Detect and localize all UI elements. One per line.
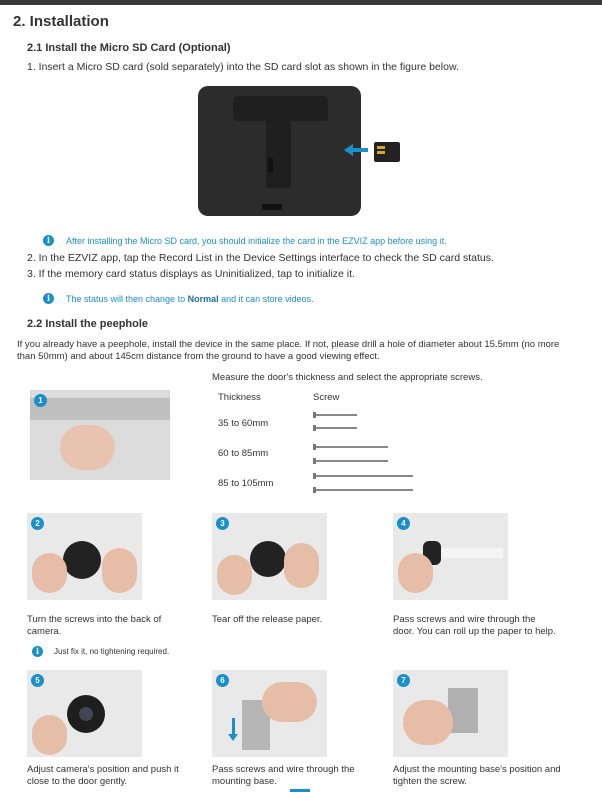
peephole-intro: If you already have a peephole, install the device in the same place. If not, please drill a hole of diameter about 15.5mm (no more than 50mm) and about 145cm distance from the ground to have a good viewing effect. — [17, 339, 560, 362]
step-3-photo — [212, 513, 327, 600]
table-row-thickness: 85 to 105mm — [218, 478, 274, 489]
table-header-screw: Screw — [313, 392, 340, 403]
step-4-photo — [393, 513, 508, 600]
info-icon: i — [43, 235, 54, 246]
step-badge: 2 — [31, 517, 44, 530]
screw-icon — [315, 414, 357, 416]
screw-icon — [315, 475, 413, 477]
sd-note-initialize: After installing the Micro SD card, you should initialize the card in the EZVIZ app before using it. — [66, 236, 447, 246]
device-back-image — [198, 86, 361, 216]
step-badge: 6 — [216, 674, 229, 687]
info-icon: i — [32, 646, 43, 657]
step-7-photo — [393, 670, 508, 757]
insert-arrow-head — [344, 144, 353, 156]
table-header-thickness: Thickness — [218, 392, 261, 403]
step-badge: 4 — [397, 517, 410, 530]
step-2-caption: Turn the screws into the back of camera. — [27, 614, 162, 637]
section-title: 2. Installation — [13, 13, 109, 30]
sd-step-3: 3. If the memory card status displays as Uninitialized, tap to initialize it. — [27, 268, 355, 280]
step-1-photo — [30, 390, 170, 480]
table-row-thickness: 60 to 85mm — [218, 448, 269, 459]
sd-note-status: The status will then change to Normal and it can store videos. — [66, 294, 314, 304]
screw-icon — [315, 446, 388, 448]
step-badge: 7 — [397, 674, 410, 687]
screw-icon — [315, 489, 413, 491]
sd-card-heading: 2.1 Install the Micro SD Card (Optional) — [27, 42, 231, 54]
step-badge: 3 — [216, 517, 229, 530]
step-5-photo — [27, 670, 142, 757]
step-badge: 5 — [31, 674, 44, 687]
table-row-thickness: 35 to 60mm — [218, 418, 269, 429]
screw-icon — [315, 427, 357, 429]
info-icon: i — [43, 293, 54, 304]
micro-sd-card — [374, 142, 400, 162]
step-2-note: Just fix it, no tightening required. — [54, 647, 170, 656]
step-2-photo — [27, 513, 142, 600]
step-3-caption: Tear off the release paper. — [212, 614, 323, 625]
step-6-photo — [212, 670, 327, 757]
step-6-caption: Pass screws and wire through the mounting base. — [212, 764, 355, 787]
step-4-caption: Pass screws and wire through the door. You can roll up the paper to help. — [393, 614, 556, 637]
step-5-caption: Adjust camera's position and push it close to the door gently. — [27, 764, 179, 787]
sd-step-2: 2. In the EZVIZ app, tap the Record List in the Device Settings interface to check the SD card status. — [27, 252, 494, 264]
screw-icon — [315, 460, 388, 462]
sd-step-1: 1. Insert a Micro SD card (sold separately) into the SD card slot as shown in the figure below. — [27, 61, 459, 73]
peephole-heading: 2.2 Install the peephole — [27, 318, 149, 330]
top-bar — [0, 0, 602, 5]
measure-text: Measure the door's thickness and select the appropriate screws. — [212, 372, 483, 383]
step-7-caption: Adjust the mounting base's position and tighten the screw. — [393, 764, 561, 787]
step-badge: 1 — [34, 394, 47, 407]
